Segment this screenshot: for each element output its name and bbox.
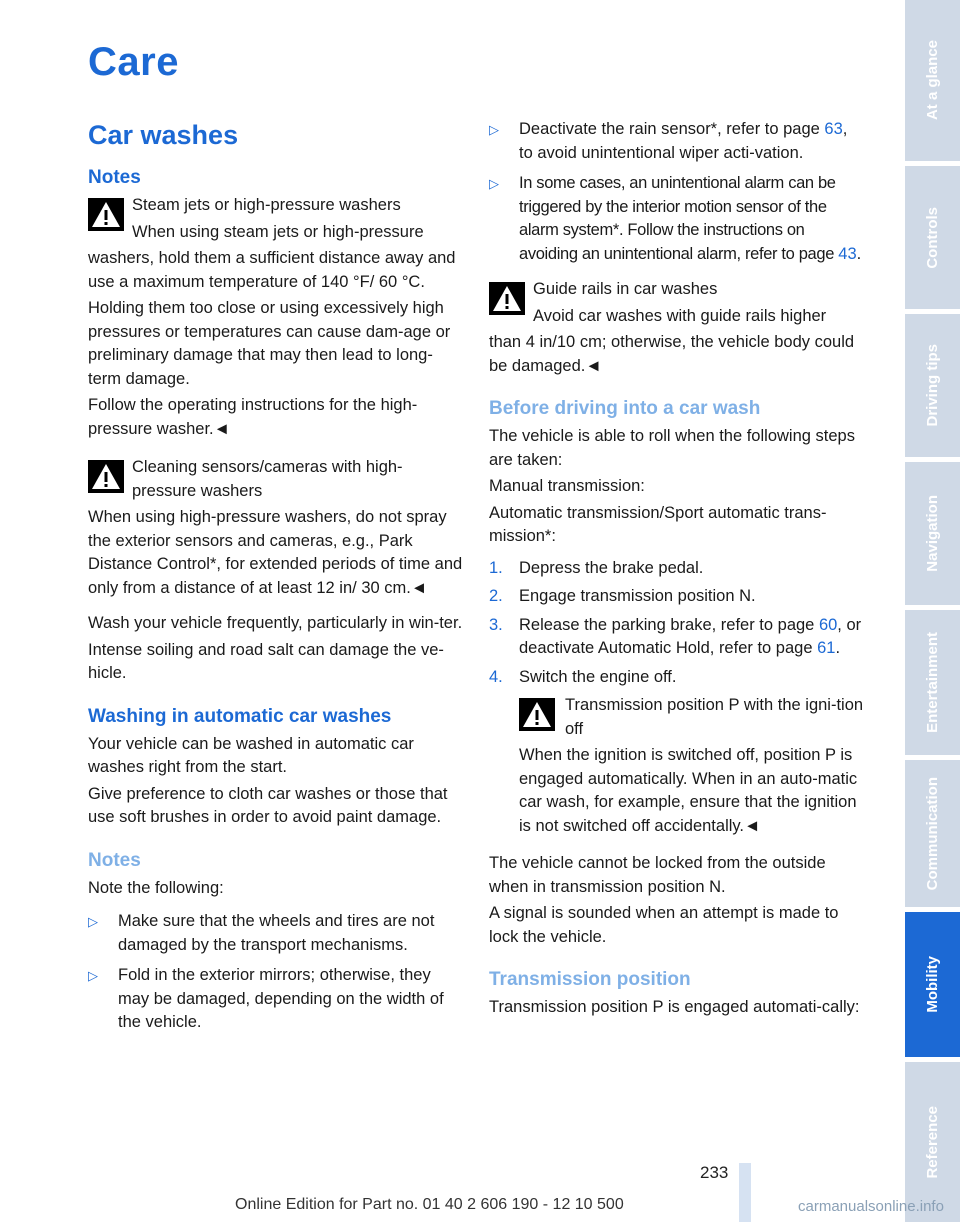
tab-communication[interactable]: Communication bbox=[905, 760, 960, 907]
list-item: ▷ Fold in the exterior mirrors; otherwise, they may be damaged, depending on the width of the vehicle. bbox=[88, 966, 444, 1031]
list-item: 1. Depress the brake pedal. bbox=[489, 558, 704, 577]
tab-entertainment[interactable]: Entertainment bbox=[905, 610, 960, 755]
warning-guide-rails bbox=[489, 278, 864, 328]
notes-list bbox=[88, 910, 463, 1035]
triangle-bullet-icon: ▷ bbox=[88, 968, 98, 983]
steps-list bbox=[489, 557, 864, 690]
paragraph-soil: Intense soiling and road salt can damage the ve-hicle. bbox=[88, 640, 444, 682]
section-title: Car washes bbox=[88, 120, 239, 150]
list-item: 3. Release the parking brake, refer to page 60, or deactivate Automatic Hold, refer to page 61. bbox=[489, 615, 862, 657]
notes-heading: Notes bbox=[88, 167, 141, 188]
list-item: ▷ Deactivate the rain sensor*, refer to page 63, to avoid unintentional wiper acti-vation. bbox=[489, 120, 848, 162]
auto-wash-p2: Give preference to cloth car washes or those that use soft brushes in order to avoid paint damage. bbox=[88, 784, 448, 826]
warning-sensors-title: Cleaning sensors/cameras with high-pressure washers bbox=[132, 458, 403, 500]
warning-triangle-icon bbox=[519, 698, 555, 731]
page-ref-link[interactable]: 61 bbox=[817, 639, 836, 657]
warning-guide-body-2: than 4 in/10 cm; otherwise, the vehicle body could be damaged.◄ bbox=[489, 333, 855, 375]
tab-driving-tips[interactable]: Driving tips bbox=[905, 314, 960, 457]
warning-steam-body-1: When using steam jets or high-pressure bbox=[132, 222, 424, 241]
paragraph-close: Holding them too close or using excessively high pressures or temperatures can cause dam-age or preliminary damage that may then lead to long-term damage. bbox=[88, 299, 451, 388]
footer-text: Online Edition for Part no. 01 40 2 606 190 - 12 10 500 bbox=[235, 1196, 624, 1213]
warning-sensors bbox=[88, 456, 463, 503]
transmission-heading: Transmission position bbox=[489, 969, 691, 990]
paragraph-follow: Follow the operating instructions for the high-pressure washer.◄ bbox=[88, 396, 418, 438]
after-p2: A signal is sounded when an attempt is made to lock the vehicle. bbox=[489, 904, 839, 946]
page-ref-link[interactable]: 43 bbox=[838, 244, 857, 263]
warning-triangle-icon bbox=[88, 198, 124, 231]
warning-transmission-p bbox=[519, 694, 864, 838]
after-p1: The vehicle cannot be locked from the outside when in transmission position N. bbox=[489, 854, 826, 896]
paragraph-wash: Wash your vehicle frequently, particularly in win-ter. bbox=[88, 614, 463, 632]
page-ref-link[interactable]: 60 bbox=[818, 615, 838, 634]
warning-triangle-icon bbox=[88, 460, 124, 493]
warning-sensors-body: When using high-pressure washers, do not spray the exterior sensors and cameras, e.g., Park Distance Control*, for extended periods of time and only from a distance of at least 12 in/ 30 cm.◄ bbox=[88, 508, 463, 597]
notes-list-continued bbox=[489, 118, 864, 266]
auto-wash-p1: Your vehicle can be washed in automatic car washes right from the start. bbox=[88, 734, 414, 776]
notes2-intro: Note the following: bbox=[88, 878, 224, 897]
warning-guide-body-1: Avoid car washes with guide rails higher bbox=[533, 306, 827, 325]
before-wash-heading: Before driving into a car wash bbox=[489, 398, 761, 419]
page-number-bar bbox=[739, 1163, 751, 1222]
tab-navigation[interactable]: Navigation bbox=[905, 462, 960, 605]
warning-transmission-body: When the ignition is switched off, position P is engaged automatically. When in an auto-matic car wash, for example, ensure that the ignition is not switched off accidentally.◄ bbox=[519, 746, 858, 835]
list-item: ▷ In some cases, an unintentional alarm can be triggered by the interior motion sensor of the alarm system*. Follow the instructions on avoiding an unintentional alarm, refer to page 43. bbox=[489, 174, 862, 263]
page-title: Care bbox=[88, 40, 179, 84]
list-item: ▷ Make sure that the wheels and tires are not damaged by the transport mechanisms. bbox=[88, 912, 435, 954]
tab-mobility[interactable]: Mobility bbox=[905, 912, 960, 1057]
list-item: 4. Switch the engine off. bbox=[489, 667, 677, 686]
auto-wash-heading: Washing in automatic car washes bbox=[88, 705, 392, 727]
triangle-bullet-icon: ▷ bbox=[88, 914, 98, 929]
side-navigation bbox=[905, 0, 960, 1222]
left-column bbox=[88, 118, 463, 1042]
warning-guide-title: Guide rails in car washes bbox=[533, 280, 718, 298]
transmission-p1: Transmission position P is engaged automati-cally: bbox=[489, 998, 860, 1016]
before-p1: The vehicle is able to roll when the following steps are taken: bbox=[489, 427, 855, 469]
warning-steam-body-2: washers, hold them a sufficient distance away and use a maximum temperature of 140 °F/ 60 °C. bbox=[88, 249, 456, 291]
before-p3: Automatic transmission/Sport automatic trans-mission*: bbox=[489, 503, 827, 545]
before-p2: Manual transmission: bbox=[489, 477, 645, 495]
warning-triangle-icon bbox=[489, 282, 525, 315]
tab-controls[interactable]: Controls bbox=[905, 166, 960, 309]
warning-steam-title: Steam jets or high-pressure washers bbox=[132, 196, 401, 214]
triangle-bullet-icon: ▷ bbox=[489, 176, 499, 191]
warning-steam bbox=[88, 194, 463, 244]
watermark: carmanualsonline.info bbox=[798, 1198, 944, 1215]
tab-reference[interactable]: Reference bbox=[905, 1062, 960, 1222]
page-ref-link[interactable]: 63 bbox=[824, 120, 843, 138]
page-number: 233 bbox=[700, 1163, 729, 1182]
right-column bbox=[489, 118, 864, 1023]
warning-transmission-title: Transmission position P with the igni-tion off bbox=[565, 696, 864, 738]
triangle-bullet-icon: ▷ bbox=[489, 122, 499, 137]
list-item: 2. Engage transmission position N. bbox=[489, 587, 756, 605]
notes2-heading: Notes bbox=[88, 849, 141, 871]
tab-at-a-glance[interactable]: At a glance bbox=[905, 0, 960, 161]
